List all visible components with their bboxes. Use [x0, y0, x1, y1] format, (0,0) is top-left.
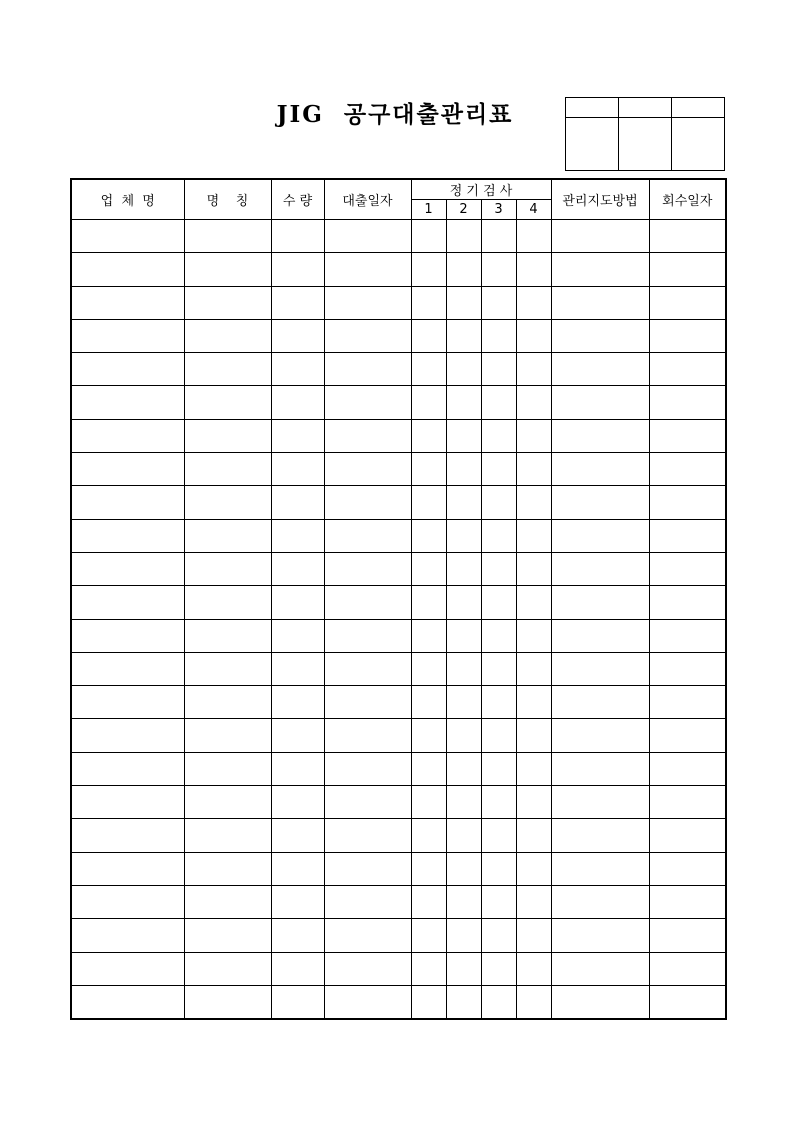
table-row — [71, 486, 726, 519]
cell-inspection-3 — [481, 319, 516, 352]
cell-inspection-3 — [481, 919, 516, 952]
cell-return-date — [649, 652, 726, 685]
cell-inspection-4 — [516, 952, 551, 985]
cell-quantity — [271, 719, 324, 752]
table-row — [71, 952, 726, 985]
cell-loan-date — [324, 586, 411, 619]
cell-company — [71, 519, 184, 552]
cell-company — [71, 985, 184, 1019]
cell-management — [551, 885, 649, 918]
cell-inspection-3 — [481, 486, 516, 519]
cell-inspection-2 — [446, 786, 481, 819]
header-company: 업 체 명 — [71, 179, 184, 220]
table-row — [71, 619, 726, 652]
cell-inspection-2 — [446, 686, 481, 719]
table-row — [71, 353, 726, 386]
cell-quantity — [271, 885, 324, 918]
cell-inspection-3 — [481, 719, 516, 752]
cell-inspection-2 — [446, 253, 481, 286]
cell-company — [71, 419, 184, 452]
cell-inspection-2 — [446, 453, 481, 486]
cell-management — [551, 919, 649, 952]
table-row — [71, 286, 726, 319]
cell-quantity — [271, 952, 324, 985]
cell-quantity — [271, 519, 324, 552]
cell-return-date — [649, 985, 726, 1019]
cell-management — [551, 819, 649, 852]
cell-company — [71, 386, 184, 419]
cell-inspection-2 — [446, 852, 481, 885]
cell-inspection-2 — [446, 985, 481, 1019]
cell-name — [184, 952, 271, 985]
cell-loan-date — [324, 419, 411, 452]
cell-inspection-4 — [516, 453, 551, 486]
cell-inspection-4 — [516, 985, 551, 1019]
cell-name — [184, 552, 271, 585]
cell-quantity — [271, 353, 324, 386]
header-name: 명 칭 — [184, 179, 271, 220]
table-body — [71, 220, 726, 1020]
cell-company — [71, 819, 184, 852]
cell-loan-date — [324, 486, 411, 519]
cell-return-date — [649, 220, 726, 253]
cell-inspection-4 — [516, 552, 551, 585]
cell-inspection-2 — [446, 586, 481, 619]
cell-company — [71, 652, 184, 685]
cell-name — [184, 419, 271, 452]
cell-inspection-3 — [481, 752, 516, 785]
cell-return-date — [649, 819, 726, 852]
cell-name — [184, 619, 271, 652]
cell-inspection-4 — [516, 819, 551, 852]
cell-name — [184, 319, 271, 352]
cell-inspection-1 — [411, 885, 446, 918]
cell-inspection-2 — [446, 220, 481, 253]
cell-quantity — [271, 486, 324, 519]
cell-name — [184, 286, 271, 319]
cell-inspection-2 — [446, 552, 481, 585]
cell-company — [71, 486, 184, 519]
cell-inspection-3 — [481, 419, 516, 452]
cell-loan-date — [324, 952, 411, 985]
cell-inspection-1 — [411, 552, 446, 585]
header-inspection-2: 2 — [446, 200, 481, 220]
cell-return-date — [649, 353, 726, 386]
cell-inspection-3 — [481, 519, 516, 552]
approval-sign-cell — [672, 118, 725, 171]
cell-inspection-1 — [411, 386, 446, 419]
cell-inspection-1 — [411, 652, 446, 685]
cell-inspection-1 — [411, 619, 446, 652]
header-inspection-4: 4 — [516, 200, 551, 220]
cell-return-date — [649, 586, 726, 619]
cell-management — [551, 286, 649, 319]
table-row — [71, 386, 726, 419]
cell-inspection-3 — [481, 552, 516, 585]
cell-return-date — [649, 619, 726, 652]
cell-inspection-3 — [481, 819, 516, 852]
cell-inspection-1 — [411, 353, 446, 386]
cell-return-date — [649, 319, 726, 352]
cell-name — [184, 752, 271, 785]
cell-company — [71, 319, 184, 352]
cell-loan-date — [324, 619, 411, 652]
cell-loan-date — [324, 519, 411, 552]
cell-inspection-4 — [516, 752, 551, 785]
cell-quantity — [271, 552, 324, 585]
cell-company — [71, 919, 184, 952]
cell-management — [551, 586, 649, 619]
cell-inspection-2 — [446, 752, 481, 785]
table-row — [71, 586, 726, 619]
cell-name — [184, 220, 271, 253]
table-row — [71, 885, 726, 918]
cell-inspection-2 — [446, 952, 481, 985]
cell-quantity — [271, 852, 324, 885]
cell-inspection-4 — [516, 786, 551, 819]
cell-name — [184, 519, 271, 552]
cell-inspection-2 — [446, 386, 481, 419]
table-row — [71, 652, 726, 685]
cell-name — [184, 852, 271, 885]
cell-name — [184, 819, 271, 852]
cell-name — [184, 919, 271, 952]
cell-loan-date — [324, 220, 411, 253]
cell-company — [71, 786, 184, 819]
header-return-date: 회수일자 — [649, 179, 726, 220]
table-row — [71, 985, 726, 1019]
cell-inspection-2 — [446, 519, 481, 552]
cell-inspection-1 — [411, 419, 446, 452]
cell-company — [71, 852, 184, 885]
cell-inspection-2 — [446, 919, 481, 952]
cell-company — [71, 220, 184, 253]
cell-inspection-3 — [481, 952, 516, 985]
cell-inspection-2 — [446, 619, 481, 652]
cell-return-date — [649, 453, 726, 486]
cell-return-date — [649, 686, 726, 719]
cell-inspection-3 — [481, 985, 516, 1019]
approval-header-cell — [672, 98, 725, 118]
cell-inspection-1 — [411, 919, 446, 952]
cell-management — [551, 486, 649, 519]
cell-name — [184, 586, 271, 619]
cell-return-date — [649, 919, 726, 952]
table-row — [71, 752, 726, 785]
cell-name — [184, 353, 271, 386]
cell-quantity — [271, 786, 324, 819]
cell-management — [551, 719, 649, 752]
table-row — [71, 686, 726, 719]
cell-inspection-1 — [411, 519, 446, 552]
cell-loan-date — [324, 786, 411, 819]
cell-quantity — [271, 819, 324, 852]
cell-inspection-4 — [516, 486, 551, 519]
cell-inspection-4 — [516, 286, 551, 319]
cell-quantity — [271, 686, 324, 719]
approval-box — [565, 97, 725, 171]
cell-return-date — [649, 386, 726, 419]
cell-management — [551, 353, 649, 386]
cell-inspection-3 — [481, 885, 516, 918]
cell-company — [71, 952, 184, 985]
cell-inspection-1 — [411, 486, 446, 519]
cell-management — [551, 386, 649, 419]
cell-company — [71, 286, 184, 319]
cell-inspection-3 — [481, 652, 516, 685]
cell-return-date — [649, 752, 726, 785]
cell-loan-date — [324, 286, 411, 319]
cell-company — [71, 719, 184, 752]
table-row — [71, 419, 726, 452]
cell-name — [184, 486, 271, 519]
cell-return-date — [649, 286, 726, 319]
cell-management — [551, 419, 649, 452]
cell-inspection-2 — [446, 486, 481, 519]
cell-inspection-1 — [411, 253, 446, 286]
cell-management — [551, 453, 649, 486]
cell-inspection-4 — [516, 353, 551, 386]
cell-inspection-4 — [516, 619, 551, 652]
cell-management — [551, 319, 649, 352]
table-row — [71, 819, 726, 852]
cell-quantity — [271, 286, 324, 319]
cell-inspection-4 — [516, 885, 551, 918]
cell-inspection-1 — [411, 220, 446, 253]
cell-inspection-1 — [411, 719, 446, 752]
cell-inspection-1 — [411, 786, 446, 819]
cell-return-date — [649, 253, 726, 286]
cell-return-date — [649, 952, 726, 985]
cell-inspection-4 — [516, 419, 551, 452]
approval-sign-cell — [619, 118, 672, 171]
cell-loan-date — [324, 985, 411, 1019]
cell-inspection-2 — [446, 885, 481, 918]
cell-management — [551, 852, 649, 885]
cell-inspection-4 — [516, 652, 551, 685]
tool-loan-table — [70, 178, 727, 1020]
cell-loan-date — [324, 652, 411, 685]
cell-return-date — [649, 552, 726, 585]
cell-inspection-2 — [446, 353, 481, 386]
cell-inspection-3 — [481, 453, 516, 486]
cell-loan-date — [324, 719, 411, 752]
cell-management — [551, 985, 649, 1019]
cell-management — [551, 786, 649, 819]
cell-loan-date — [324, 819, 411, 852]
cell-loan-date — [324, 453, 411, 486]
table-row — [71, 453, 726, 486]
cell-return-date — [649, 719, 726, 752]
table-row — [71, 719, 726, 752]
cell-inspection-4 — [516, 586, 551, 619]
cell-company — [71, 552, 184, 585]
cell-name — [184, 453, 271, 486]
cell-quantity — [271, 419, 324, 452]
header-inspection: 정 기 검 사 — [411, 179, 551, 200]
cell-return-date — [649, 786, 726, 819]
cell-name — [184, 652, 271, 685]
cell-quantity — [271, 319, 324, 352]
cell-inspection-3 — [481, 852, 516, 885]
cell-loan-date — [324, 686, 411, 719]
cell-inspection-1 — [411, 586, 446, 619]
table-row — [71, 319, 726, 352]
cell-inspection-4 — [516, 220, 551, 253]
cell-management — [551, 253, 649, 286]
cell-inspection-3 — [481, 586, 516, 619]
approval-header-cell — [619, 98, 672, 118]
table-row — [71, 220, 726, 253]
cell-inspection-1 — [411, 952, 446, 985]
cell-inspection-4 — [516, 386, 551, 419]
cell-management — [551, 752, 649, 785]
cell-quantity — [271, 586, 324, 619]
cell-inspection-1 — [411, 686, 446, 719]
cell-company — [71, 586, 184, 619]
cell-loan-date — [324, 752, 411, 785]
cell-company — [71, 752, 184, 785]
cell-inspection-2 — [446, 286, 481, 319]
cell-company — [71, 885, 184, 918]
cell-name — [184, 885, 271, 918]
cell-inspection-2 — [446, 819, 481, 852]
cell-company — [71, 253, 184, 286]
cell-quantity — [271, 985, 324, 1019]
cell-company — [71, 353, 184, 386]
cell-inspection-1 — [411, 852, 446, 885]
cell-name — [184, 985, 271, 1019]
cell-inspection-2 — [446, 652, 481, 685]
cell-management — [551, 220, 649, 253]
cell-quantity — [271, 386, 324, 419]
cell-return-date — [649, 885, 726, 918]
cell-inspection-2 — [446, 719, 481, 752]
cell-return-date — [649, 486, 726, 519]
cell-loan-date — [324, 353, 411, 386]
header-inspection-3: 3 — [481, 200, 516, 220]
cell-inspection-1 — [411, 453, 446, 486]
table-row — [71, 552, 726, 585]
cell-management — [551, 686, 649, 719]
cell-quantity — [271, 652, 324, 685]
approval-sign-cell — [566, 118, 619, 171]
cell-inspection-2 — [446, 319, 481, 352]
cell-name — [184, 786, 271, 819]
table-row — [71, 253, 726, 286]
header-loan-date: 대출일자 — [324, 179, 411, 220]
cell-quantity — [271, 220, 324, 253]
approval-header-cell — [566, 98, 619, 118]
cell-inspection-3 — [481, 253, 516, 286]
cell-name — [184, 253, 271, 286]
cell-inspection-1 — [411, 319, 446, 352]
cell-inspection-1 — [411, 985, 446, 1019]
cell-inspection-3 — [481, 686, 516, 719]
cell-company — [71, 453, 184, 486]
cell-loan-date — [324, 919, 411, 952]
cell-quantity — [271, 919, 324, 952]
cell-management — [551, 619, 649, 652]
cell-inspection-4 — [516, 719, 551, 752]
cell-loan-date — [324, 253, 411, 286]
cell-loan-date — [324, 885, 411, 918]
table-row — [71, 519, 726, 552]
cell-name — [184, 386, 271, 419]
cell-inspection-3 — [481, 786, 516, 819]
cell-inspection-4 — [516, 852, 551, 885]
cell-inspection-2 — [446, 419, 481, 452]
cell-return-date — [649, 419, 726, 452]
cell-inspection-1 — [411, 286, 446, 319]
header-quantity: 수 량 — [271, 179, 324, 220]
table-row — [71, 919, 726, 952]
cell-inspection-4 — [516, 686, 551, 719]
cell-inspection-1 — [411, 819, 446, 852]
cell-loan-date — [324, 386, 411, 419]
cell-quantity — [271, 752, 324, 785]
cell-company — [71, 619, 184, 652]
cell-management — [551, 519, 649, 552]
cell-inspection-1 — [411, 752, 446, 785]
cell-management — [551, 552, 649, 585]
cell-inspection-4 — [516, 253, 551, 286]
cell-inspection-4 — [516, 519, 551, 552]
cell-management — [551, 652, 649, 685]
cell-inspection-4 — [516, 919, 551, 952]
cell-inspection-4 — [516, 319, 551, 352]
cell-return-date — [649, 852, 726, 885]
document-title: JIG 공구대출관리표 — [276, 101, 514, 128]
cell-management — [551, 952, 649, 985]
table-row — [71, 852, 726, 885]
cell-loan-date — [324, 552, 411, 585]
cell-inspection-3 — [481, 286, 516, 319]
cell-loan-date — [324, 319, 411, 352]
cell-name — [184, 719, 271, 752]
header-management: 관리지도방법 — [551, 179, 649, 220]
cell-name — [184, 686, 271, 719]
cell-inspection-3 — [481, 220, 516, 253]
cell-inspection-3 — [481, 353, 516, 386]
table-row — [71, 786, 726, 819]
cell-inspection-3 — [481, 386, 516, 419]
cell-inspection-3 — [481, 619, 516, 652]
cell-company — [71, 686, 184, 719]
cell-return-date — [649, 519, 726, 552]
cell-quantity — [271, 253, 324, 286]
cell-quantity — [271, 619, 324, 652]
header-inspection-1: 1 — [411, 200, 446, 220]
cell-loan-date — [324, 852, 411, 885]
cell-quantity — [271, 453, 324, 486]
